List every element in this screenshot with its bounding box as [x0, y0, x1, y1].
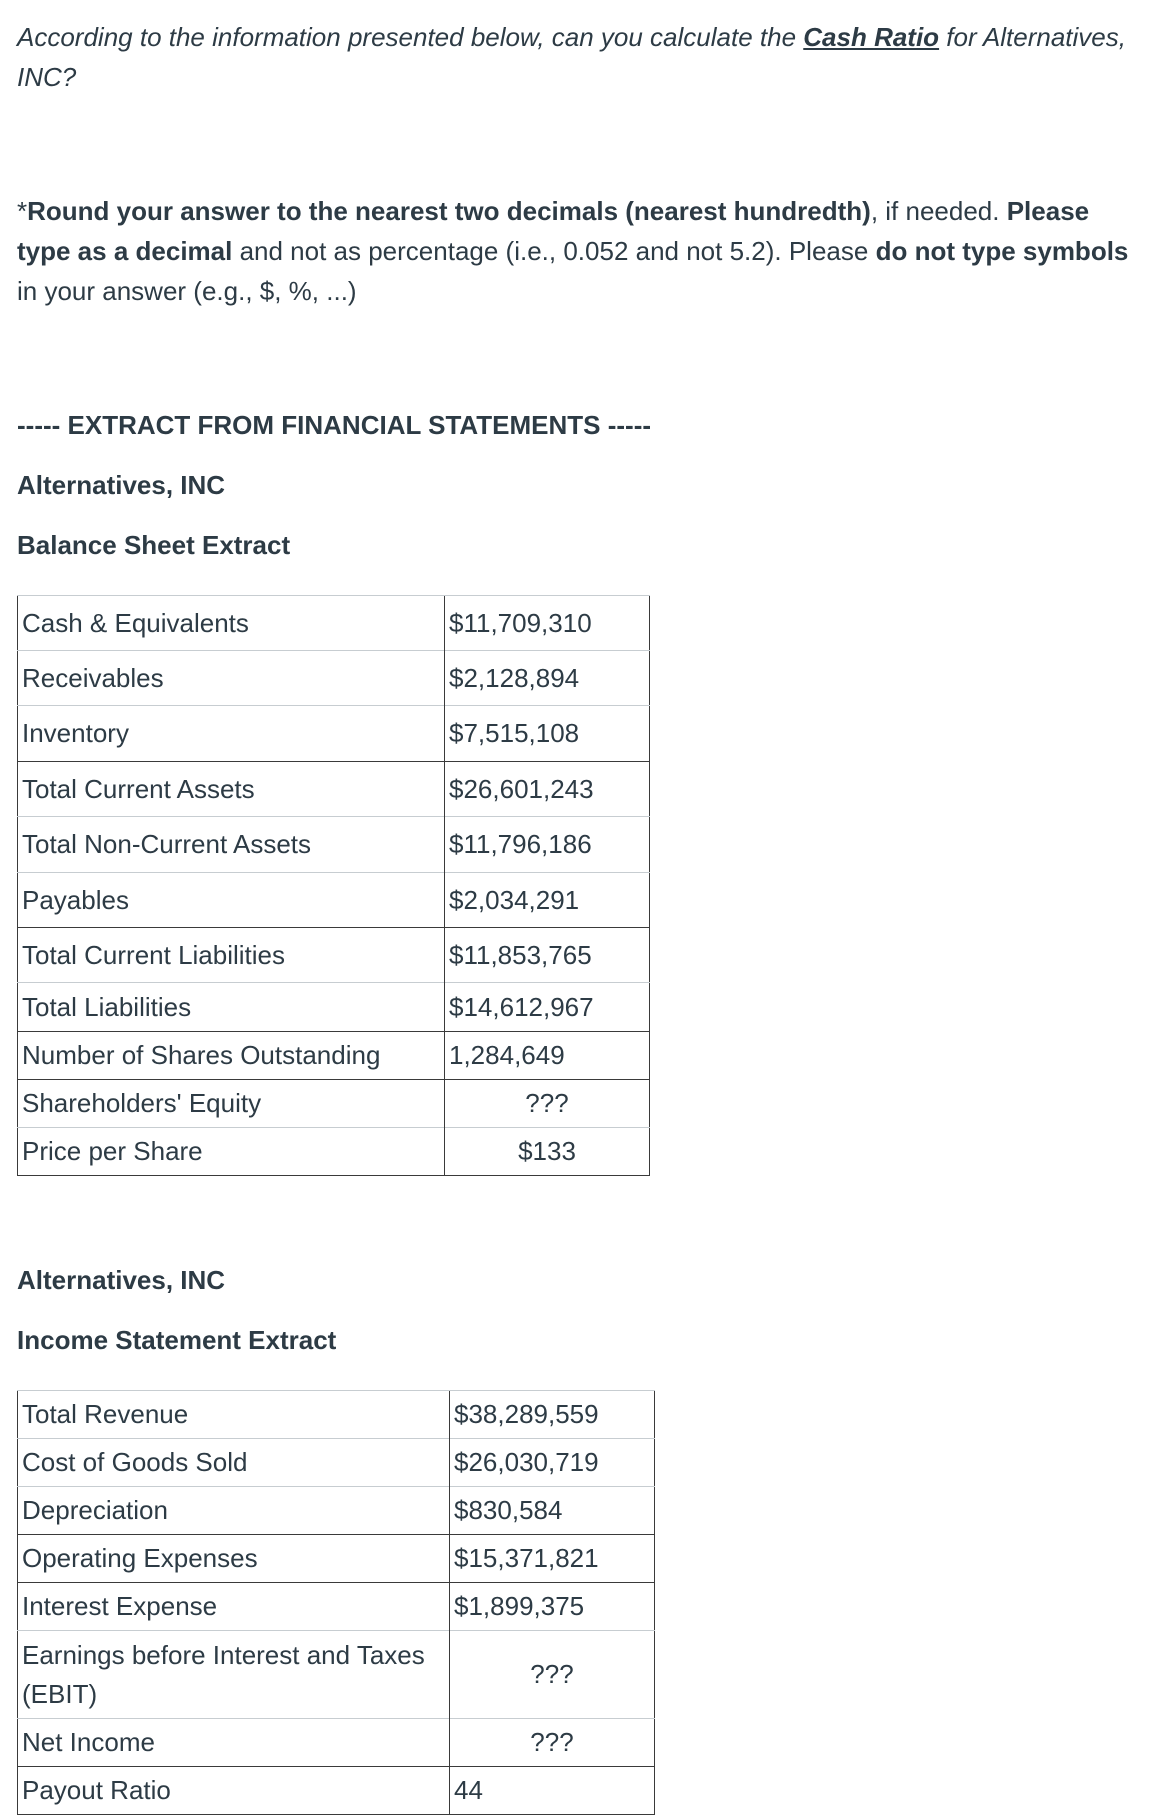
row-value: $2,034,291 [445, 873, 650, 928]
row-value: ??? [445, 1080, 650, 1128]
section-spacer [17, 1176, 1143, 1260]
income-company-name: Alternatives, INC [17, 1265, 226, 1295]
table-row [18, 762, 650, 817]
table-row [18, 1535, 655, 1583]
row-value: ??? [450, 1631, 655, 1719]
row-label: Shareholders' Equity [18, 1080, 445, 1128]
balance-company-name: Alternatives, INC [17, 470, 226, 500]
table-row [18, 1080, 650, 1128]
row-label: Cost of Goods Sold [18, 1439, 450, 1487]
table-row [18, 1439, 655, 1487]
row-label: Total Liabilities [18, 983, 445, 1032]
row-label: Receivables [18, 651, 445, 706]
row-label: Earnings before Interest and Taxes (EBIT) [18, 1631, 450, 1719]
income-statement-title: Income Statement Extract [17, 1325, 337, 1355]
row-value: $830,584 [450, 1487, 655, 1535]
table-row [18, 1032, 650, 1080]
table-row [18, 1391, 655, 1439]
row-value: 44 [450, 1767, 655, 1815]
table-row [18, 983, 650, 1032]
row-value: $133 [445, 1128, 650, 1176]
row-label: Price per Share [18, 1128, 445, 1176]
instructions-bold-symbols: do not type symbols [875, 236, 1129, 266]
row-value: $26,030,719 [450, 1439, 655, 1487]
row-label: Total Current Liabilities [18, 928, 445, 983]
table-row [18, 928, 650, 983]
row-label: Cash & Equivalents [18, 596, 445, 651]
row-label: Total Non-Current Assets [18, 817, 445, 873]
row-value: $1,899,375 [450, 1583, 655, 1631]
rounding-instructions [17, 191, 1137, 311]
question-suffix: for Alternatives, INC? [17, 22, 1126, 92]
table-row [18, 596, 650, 651]
instructions-text-1: , if needed. [870, 196, 1007, 226]
row-label: Total Current Assets [18, 762, 445, 817]
instructions-bold-rounding: Round your answer to the nearest two decimals (nearest hundredth) [27, 196, 871, 226]
row-label: Total Revenue [18, 1391, 450, 1439]
balance-sheet-table [17, 595, 650, 1176]
cash-ratio-term: Cash Ratio [803, 22, 940, 52]
table-row [18, 706, 650, 762]
table-row [18, 1128, 650, 1176]
instructions-text-3: in your answer (e.g., $, %, ...) [17, 276, 357, 306]
row-label: Operating Expenses [18, 1535, 450, 1583]
row-value: $11,796,186 [445, 817, 650, 873]
row-value: $14,612,967 [445, 983, 650, 1032]
row-value: $2,128,894 [445, 651, 650, 706]
question-text [17, 17, 1127, 97]
row-label: Depreciation [18, 1487, 450, 1535]
row-label: Payout Ratio [18, 1767, 450, 1815]
row-label: Interest Expense [18, 1583, 450, 1631]
table-row [18, 873, 650, 928]
table-row [18, 651, 650, 706]
table-row [18, 1487, 655, 1535]
table-row [18, 1719, 655, 1767]
row-label: Inventory [18, 706, 445, 762]
row-value: $38,289,559 [450, 1391, 655, 1439]
table-row [18, 1631, 655, 1719]
row-value: ??? [450, 1719, 655, 1767]
row-label: Net Income [18, 1719, 450, 1767]
table-row [18, 817, 650, 873]
row-value: 1,284,649 [445, 1032, 650, 1080]
income-statement-table [17, 1390, 655, 1815]
row-value: $15,371,821 [450, 1535, 655, 1583]
extract-heading: ----- EXTRACT FROM FINANCIAL STATEMENTS ----- [17, 410, 652, 440]
instructions-text-2: and not as percentage (i.e., 0.052 and not 5.2). Please [232, 236, 876, 266]
instructions-asterisk: * [17, 196, 28, 226]
row-value: $11,853,765 [445, 928, 650, 983]
instructions-bold-decimal: Please type as a decimal [17, 196, 1090, 266]
row-label: Number of Shares Outstanding [18, 1032, 445, 1080]
question-prefix: According to the information presented below, can you calculate the [17, 22, 804, 52]
table-row [18, 1583, 655, 1631]
row-value: $26,601,243 [445, 762, 650, 817]
balance-sheet-title: Balance Sheet Extract [17, 530, 291, 560]
row-value: $11,709,310 [445, 596, 650, 651]
table-row [18, 1767, 655, 1815]
row-label: Payables [18, 873, 445, 928]
row-value: $7,515,108 [445, 706, 650, 762]
